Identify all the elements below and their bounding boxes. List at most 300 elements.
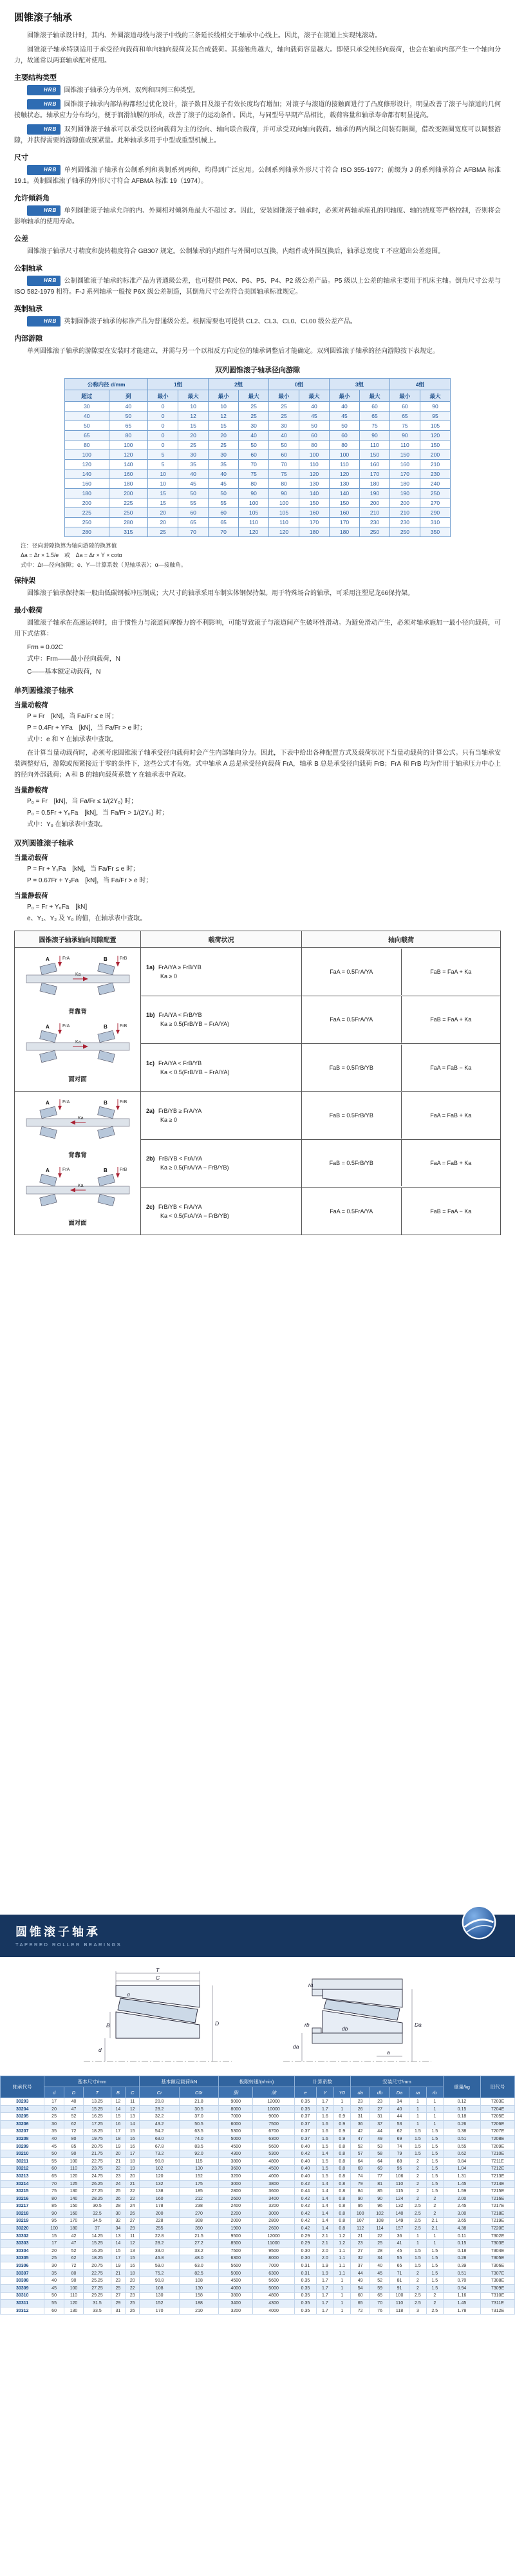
table-cell: 0.8	[333, 2210, 350, 2218]
col-e: e	[294, 2087, 316, 2098]
table-cell: 4000	[219, 2285, 253, 2293]
dim-label-d: d	[98, 2047, 102, 2054]
table-cell: 1.7	[317, 2098, 333, 2106]
table-cell: 22	[111, 2165, 125, 2173]
table-cell: 58	[370, 2150, 389, 2158]
table-cell: 1.5	[426, 2165, 443, 2173]
table-cell: 25	[239, 402, 269, 412]
table-cell: 230	[389, 518, 420, 527]
table-cell: 140	[64, 2195, 83, 2202]
table-cell: 110	[64, 2165, 83, 2173]
table-cell: 60	[209, 508, 239, 518]
table-cell: 12	[178, 412, 209, 421]
table-cell: 80	[269, 479, 299, 489]
table-cell: 30212	[1, 2165, 44, 2173]
table-cell: 80	[109, 431, 148, 440]
table-cell: 40	[64, 2098, 83, 2106]
table-cell: 0	[148, 412, 178, 421]
table-cell: 157	[389, 2225, 409, 2233]
table-cell: 54	[350, 2285, 370, 2293]
single-dynamic-note: 式中：e 和 Y 在轴承表中查取。	[27, 736, 118, 744]
table-cell: 1.59	[443, 2188, 480, 2195]
table-row	[1, 2285, 515, 2293]
table-cell: 30.5	[179, 2105, 218, 2113]
axial-load-formula-1: FaB = 0.5FrB/YB	[329, 1112, 373, 1119]
table-cell: 12	[209, 412, 239, 421]
table-cell: 31	[370, 2113, 389, 2121]
table-cell: 1	[426, 2113, 443, 2121]
table-cell: 77	[370, 2173, 389, 2181]
table-cell: 5000	[219, 2269, 253, 2277]
table-cell: 0.40	[294, 2173, 316, 2181]
table-cell: 0.37	[294, 2128, 316, 2136]
table-cell: 0.18	[443, 2113, 480, 2121]
table-cell: 1.04	[443, 2165, 480, 2173]
table-cell: 34	[370, 2255, 389, 2262]
table-cell: 5300	[219, 2128, 253, 2136]
table-cell: 30217	[1, 2202, 44, 2210]
table-cell: 15	[44, 2232, 64, 2240]
table-cell: 6700	[253, 2128, 294, 2136]
table-cell: 23	[111, 2173, 125, 2181]
table-cell: 3600	[219, 2165, 253, 2173]
single-dynamic-formula-2: P = 0.4Fr + YFa [kN]，当 Fa/Fr > e 时；	[27, 724, 146, 732]
col-T: T	[84, 2087, 111, 2098]
table-cell: 59.0	[140, 2262, 179, 2270]
table-cell: 23	[111, 2277, 125, 2285]
table-cell: 70	[209, 527, 239, 537]
table-cell: 1.5	[409, 2143, 426, 2150]
table-row	[65, 402, 451, 412]
table-cell: 124	[389, 2195, 409, 2202]
table-cell: 79	[389, 2150, 409, 2158]
table-cell: 140	[389, 2210, 409, 2218]
types-text-1: 圆锥滚子轴承分为单列、双列和四列三种类型。	[64, 87, 200, 94]
table-cell: 1.5	[409, 2248, 426, 2255]
table-cell: 34	[389, 2098, 409, 2106]
table-cell: 30209	[1, 2143, 44, 2150]
col-header-bore: 公称内径 d/mm	[65, 379, 148, 390]
table-cell: 36	[389, 2232, 409, 2240]
table-cell: 40	[389, 2105, 409, 2113]
table-cell: 7217E	[481, 2202, 515, 2210]
dim-label-alpha: α	[127, 1991, 130, 1998]
axial-force-label: Ka	[77, 1116, 84, 1121]
table-cell: 1.7	[317, 2285, 333, 2293]
table-cell: 43.2	[140, 2120, 179, 2128]
table-cell: 190	[389, 489, 420, 498]
table-cell: 23	[350, 2240, 370, 2248]
table-cell: 81	[389, 2277, 409, 2285]
table-cell: 1.5	[426, 2255, 443, 2262]
table-cell: 200	[359, 498, 389, 508]
table-cell: 1.5	[426, 2188, 443, 2195]
table-cell: 14.25	[84, 2232, 111, 2240]
table-cell: 1	[426, 2240, 443, 2248]
table-cell: 1	[409, 2105, 426, 2113]
table-cell: 7210E	[481, 2150, 515, 2158]
table-cell: 72	[64, 2128, 83, 2136]
table-cell: 90	[359, 431, 389, 440]
table-cell: 30	[239, 421, 269, 431]
table-cell: 12000	[253, 2232, 294, 2240]
table-cell: 4000	[253, 2173, 294, 2181]
table-cell: 160	[330, 508, 360, 518]
table-cell: 0.37	[294, 2136, 316, 2143]
table-cell: 0.8	[333, 2150, 350, 2158]
double-dynamic-formula-2: P = 0.67Fr + Y₂Fa [kN]，当 Fa/Fr > e 时；	[27, 877, 153, 885]
table-cell: 18.25	[84, 2128, 111, 2136]
table-cell: 18	[126, 2269, 140, 2277]
table-cell: 20	[126, 2277, 140, 2285]
table-cell: 30	[44, 2120, 64, 2128]
hrb-brand-badge: HRB	[27, 205, 61, 216]
table-cell: 26.25	[84, 2180, 111, 2188]
col-header-min: 最小	[148, 390, 178, 402]
clearance-table-title: 双列圆锥滚子轴承径向游隙	[215, 366, 300, 374]
table-cell: 96	[389, 2165, 409, 2173]
table-cell: 0.35	[294, 2105, 316, 2113]
col-header-max: 最大	[420, 390, 450, 402]
table-cell: 20	[126, 2173, 140, 2181]
load-case-cell	[141, 996, 302, 1043]
table-cell: 13	[126, 2248, 140, 2255]
table-cell: 20	[178, 431, 209, 440]
tolerance-paragraph: 圆锥滚子轴承尺寸精度和旋转精度符合 GB307 规定。公制轴承的内组件与外圈可以互换，内组件或外圈互换后，轴承总宽度 T 不应超出公差范围。	[27, 248, 445, 255]
table-cell: 0.40	[294, 2157, 316, 2165]
table-cell: 92.0	[179, 2150, 218, 2158]
table-cell: 28.25	[84, 2195, 111, 2202]
table-cell: 30306	[1, 2262, 44, 2270]
case-id: 2a)	[146, 1107, 155, 1114]
table-cell: 7208E	[481, 2136, 515, 2143]
bearing-a-label: A	[45, 1024, 50, 1030]
table-cell: 0.84	[443, 2157, 480, 2165]
table-cell: 250	[359, 527, 389, 537]
table-cell: 149	[389, 2217, 409, 2225]
table-cell: 29	[111, 2300, 125, 2307]
table-cell: 1.6	[317, 2128, 333, 2136]
table-row	[1, 2307, 515, 2315]
table-cell: 1.5	[317, 2157, 333, 2165]
table-cell: 24	[111, 2180, 125, 2188]
table-cell: 110	[389, 2300, 409, 2307]
table-cell: 9000	[253, 2113, 294, 2121]
axial-load-formula-2: FaA = FaB + Ka	[401, 1092, 501, 1139]
table-cell: 35	[209, 460, 239, 469]
table-cell: 4800	[253, 2292, 294, 2300]
table-cell: 48.0	[179, 2255, 218, 2262]
table-cell: 1.4	[317, 2225, 333, 2233]
table-cell: 7309E	[481, 2285, 515, 2293]
table-cell: 30204	[1, 2105, 44, 2113]
table-cell: 30215	[1, 2188, 44, 2195]
axial-load-cell	[302, 1092, 501, 1139]
bearing-a-label: A	[45, 1100, 50, 1106]
case-condition-1: FrA/YA ≥ FrB/YB	[158, 963, 201, 971]
table-cell: 14	[111, 2105, 125, 2113]
table-cell: 3800	[219, 2292, 253, 2300]
table-cell: 63.5	[179, 2128, 218, 2136]
table-cell: 0.35	[294, 2300, 316, 2307]
col-header-group-0: 0组	[269, 379, 330, 390]
table-row	[65, 460, 451, 469]
table-cell: 69	[370, 2165, 389, 2173]
table-cell: 80	[239, 479, 269, 489]
table-row	[65, 489, 451, 498]
table-row	[1, 2173, 515, 2181]
table-cell: 2000	[219, 2217, 253, 2225]
table-row	[1, 2157, 515, 2165]
figure-caption: 背靠背	[68, 1152, 87, 1160]
table-cell: 47	[350, 2136, 370, 2143]
table-cell: 105	[239, 508, 269, 518]
table-cell: 90	[269, 489, 299, 498]
table-cell: 0.31	[294, 2269, 316, 2277]
table-cell: 106	[389, 2173, 409, 2181]
table-cell: 31.5	[84, 2300, 111, 2307]
colgroup-calc-factors: 计算系数	[294, 2076, 350, 2087]
table-cell: 1.7	[317, 2277, 333, 2285]
table-cell: 25	[209, 440, 239, 450]
table-row	[1, 2232, 515, 2240]
table-cell: 67.8	[140, 2143, 179, 2150]
table-cell: 23.75	[84, 2165, 111, 2173]
table-cell: 15	[178, 421, 209, 431]
section-heading-types: 主要结构类型	[14, 74, 57, 82]
table-cell: 110	[359, 440, 389, 450]
axial-load-cell	[302, 1043, 501, 1091]
table-cell: 2.1	[317, 2232, 333, 2240]
table-cell: 2	[409, 2195, 426, 2202]
table-cell: 0.42	[294, 2195, 316, 2202]
table-cell: 1.4	[317, 2195, 333, 2202]
table-cell: 26	[126, 2210, 140, 2218]
table-cell: 45	[299, 412, 330, 421]
radial-load-b-label: FrB	[119, 956, 127, 961]
table-cell: 0.8	[333, 2173, 350, 2181]
table-cell: 30203	[1, 2098, 44, 2106]
table-cell: 100	[389, 2292, 409, 2300]
table-cell: 45	[178, 479, 209, 489]
table-cell: 30.5	[84, 2202, 111, 2210]
table-cell: 2.1	[317, 2240, 333, 2248]
table-cell: 7303E	[481, 2240, 515, 2248]
table-cell: 22	[126, 2188, 140, 2195]
table-cell: 170	[299, 518, 330, 527]
paired-load-paragraph: 在计算当量动载荷时，必须考虑圆锥滚子轴承受径向载荷时会产生内部轴向分力。因此，下表中给出各种配置方式及载荷状况下当量动载荷的计算公式。只有当轴承安装调整好后，游隙或预紧接近于零的条件下，这些公式才有效。式中轴承 A 总是承受径向载荷 FrA，轴承 B 总是承受径向载荷 FrB；FrA 和 FrB 均为作用于轴承压力中心上的径向外部载荷；A 和 B 的轴向载荷系数 Y 在轴承表中查取。	[14, 750, 501, 779]
axial-load-formula-1: FaB = 0.5FrB/YB	[329, 1160, 373, 1167]
table-cell: 33.5	[84, 2307, 111, 2315]
case-condition-1: FrA/YA < FrB/YB	[158, 1012, 202, 1019]
table-cell: 21	[111, 2269, 125, 2277]
table-cell: 130	[64, 2188, 83, 2195]
table-cell: 64	[350, 2157, 370, 2165]
table-cell: 120	[330, 469, 360, 479]
table-cell: 27.25	[84, 2188, 111, 2195]
table-cell: 21.8	[179, 2098, 218, 2106]
table-row	[65, 508, 451, 518]
table-cell: 7204E	[481, 2105, 515, 2113]
inch-paragraph	[14, 316, 501, 327]
table-cell: 1.2	[333, 2240, 350, 2248]
table-cell: 7219E	[481, 2217, 515, 2225]
table-cell: 1.5	[426, 2157, 443, 2165]
table-cell: 2600	[253, 2225, 294, 2233]
cage-paragraph: 圆锥滚子轴承保持架一般由低碳钢板冲压制成；大尺寸的轴承采用车制实体钢保持架。用于特殊场合的轴承，可采用注塑尼龙66保持架。	[27, 590, 415, 598]
table-cell: 23	[126, 2292, 140, 2300]
table-cell: 228	[140, 2217, 179, 2225]
table-cell: 2	[426, 2292, 443, 2300]
table-cell: 45	[44, 2143, 64, 2150]
table-cell: 100	[269, 498, 299, 508]
colgroup-load-ratings: 基本额定载荷/kN	[140, 2076, 219, 2087]
clearance-paragraph: 单列圆锥滚子轴承的游隙要在安装时才能建立，并需与另一个以相反方向定位的轴承调整后才能确定。双列圆锥滚子轴承的径向游隙按下表规定。	[27, 348, 439, 355]
dim-label-Da: Da	[415, 2022, 422, 2029]
table-cell: 65	[44, 2173, 64, 2181]
table-cell: 238	[179, 2202, 218, 2210]
radial-load-b-label: FrB	[119, 1168, 127, 1173]
radial-load-b-label: FrB	[119, 1100, 127, 1105]
table-cell: 120	[64, 2173, 83, 2181]
table-cell: 30302	[1, 2232, 44, 2240]
figure-caption: 面对面	[68, 1220, 87, 1227]
table-cell: 210	[179, 2307, 218, 2315]
table-cell: 1	[333, 2292, 350, 2300]
table-cell: 0.39	[443, 2262, 480, 2270]
table-cell: 85	[44, 2202, 64, 2210]
table-row	[1, 2188, 515, 2195]
table-cell: 16	[111, 2120, 125, 2128]
table-cell: 120	[140, 2173, 179, 2181]
table-cell: 100	[239, 498, 269, 508]
table-cell: 2400	[219, 2202, 253, 2210]
table-cell: 14	[126, 2120, 140, 2128]
table-cell: 30219	[1, 2217, 44, 2225]
table-cell: 170	[359, 469, 389, 479]
col-header-group-3: 3组	[330, 379, 390, 390]
axial-force-label: Ka	[75, 1040, 81, 1045]
table-cell: 108	[370, 2217, 389, 2225]
table-cell: 21.75	[84, 2150, 111, 2158]
table-cell: 45	[370, 2269, 389, 2277]
table-cell: 50	[269, 440, 299, 450]
col-header-group-1: 1组	[148, 379, 209, 390]
figure-back-to-back-2	[17, 1097, 138, 1159]
table-cell: 7311E	[481, 2300, 515, 2307]
table-cell: 35	[178, 460, 209, 469]
bearing-b-label: B	[103, 956, 108, 963]
table-cell: 120	[109, 450, 148, 460]
clearance-note-2: Δa = Δr × 1.5/e 或 Δa = Δr × Y × cotα	[21, 552, 122, 559]
table-cell: 210	[389, 508, 420, 518]
col-ra: ra	[409, 2087, 426, 2098]
double-factors-note: e、Y₁、Y₂ 及 Y₀ 的值，在轴承表中查取。	[27, 915, 147, 923]
table-cell: 280	[109, 518, 148, 527]
table-cell: 7203E	[481, 2098, 515, 2106]
table-cell: 130	[179, 2165, 218, 2173]
table-cell: 0.8	[333, 2165, 350, 2173]
table-cell: 62	[64, 2120, 83, 2128]
table-cell: 178	[140, 2202, 179, 2210]
table-cell: 2	[426, 2210, 443, 2218]
hrb-brand-badge: HRB	[27, 276, 61, 286]
table-cell: 1.1	[333, 2248, 350, 2255]
table-cell: 5000	[219, 2136, 253, 2143]
table-cell: 4300	[219, 2150, 253, 2158]
axial-load-formula-2: FaB = FaA + Ka	[401, 996, 501, 1043]
col-header-min: 最小	[389, 390, 420, 402]
table-cell: 180	[359, 479, 389, 489]
table-cell: 40	[109, 402, 148, 412]
table-cell: 170	[330, 518, 360, 527]
table-cell: 32	[111, 2217, 125, 2225]
table-cell: 19	[111, 2262, 125, 2270]
table-cell: 27	[111, 2292, 125, 2300]
table-cell: 90.8	[140, 2277, 179, 2285]
company-logo	[461, 1904, 497, 1940]
table-cell: 45	[209, 479, 239, 489]
catalog-section	[0, 1915, 515, 2315]
table-cell: 27	[370, 2105, 389, 2113]
col-speed-oil: 油	[253, 2087, 294, 2098]
table-cell: 0.70	[443, 2277, 480, 2285]
table-cell: 95	[350, 2202, 370, 2210]
colgroup-mounting-dims: 安装尺寸/mm	[350, 2076, 443, 2087]
table-cell: 25	[178, 440, 209, 450]
table-cell: 1900	[219, 2225, 253, 2233]
table-cell: 1.5	[426, 2262, 443, 2270]
section-heading-inch: 英制轴承	[14, 305, 42, 313]
table-cell: 1.16	[443, 2292, 480, 2300]
table-cell: 1.1	[333, 2255, 350, 2262]
clearance-note-1: 注：径向游隙换算为轴向游隙的换算值	[21, 542, 117, 549]
table-row	[1, 2202, 515, 2210]
table-cell: 350	[179, 2225, 218, 2233]
dim-label-ra: ra	[308, 1982, 314, 1989]
table-cell: 82.5	[179, 2269, 218, 2277]
table-cell: 2	[409, 2157, 426, 2165]
axial-load-formula-1: FaA = 0.5FrA/YA	[330, 1208, 373, 1215]
table-cell: 25	[370, 2240, 389, 2248]
arrangement-table-body	[15, 948, 501, 1235]
table-cell: 160	[299, 508, 330, 518]
table-cell: 0.94	[443, 2285, 480, 2293]
col-header-min: 最小	[209, 390, 239, 402]
single-static-heading: 当量静载荷	[14, 786, 48, 795]
table-cell: 9500	[253, 2248, 294, 2255]
table-cell: 0.15	[443, 2240, 480, 2248]
table-row	[1, 2105, 515, 2113]
table-cell: 7312E	[481, 2307, 515, 2315]
table-cell: 4500	[219, 2143, 253, 2150]
table-cell: 60	[330, 431, 360, 440]
table-cell: 2.45	[443, 2202, 480, 2210]
table-cell: 0.42	[294, 2225, 316, 2233]
table-row	[1, 2300, 515, 2307]
table-cell: 63.0	[179, 2262, 218, 2270]
axial-load-formula-2: FaB = FaA + Ka	[401, 949, 501, 995]
table-cell: 12000	[253, 2098, 294, 2106]
table-cell: 1.9	[317, 2262, 333, 2270]
table-cell: 0.37	[294, 2120, 316, 2128]
table-cell: 6000	[219, 2120, 253, 2128]
table-cell: 180	[109, 479, 148, 489]
table-cell: 35	[44, 2269, 64, 2277]
table-cell: 1	[333, 2285, 350, 2293]
table-cell: 0.40	[294, 2165, 316, 2173]
table-cell: 0.8	[333, 2202, 350, 2210]
